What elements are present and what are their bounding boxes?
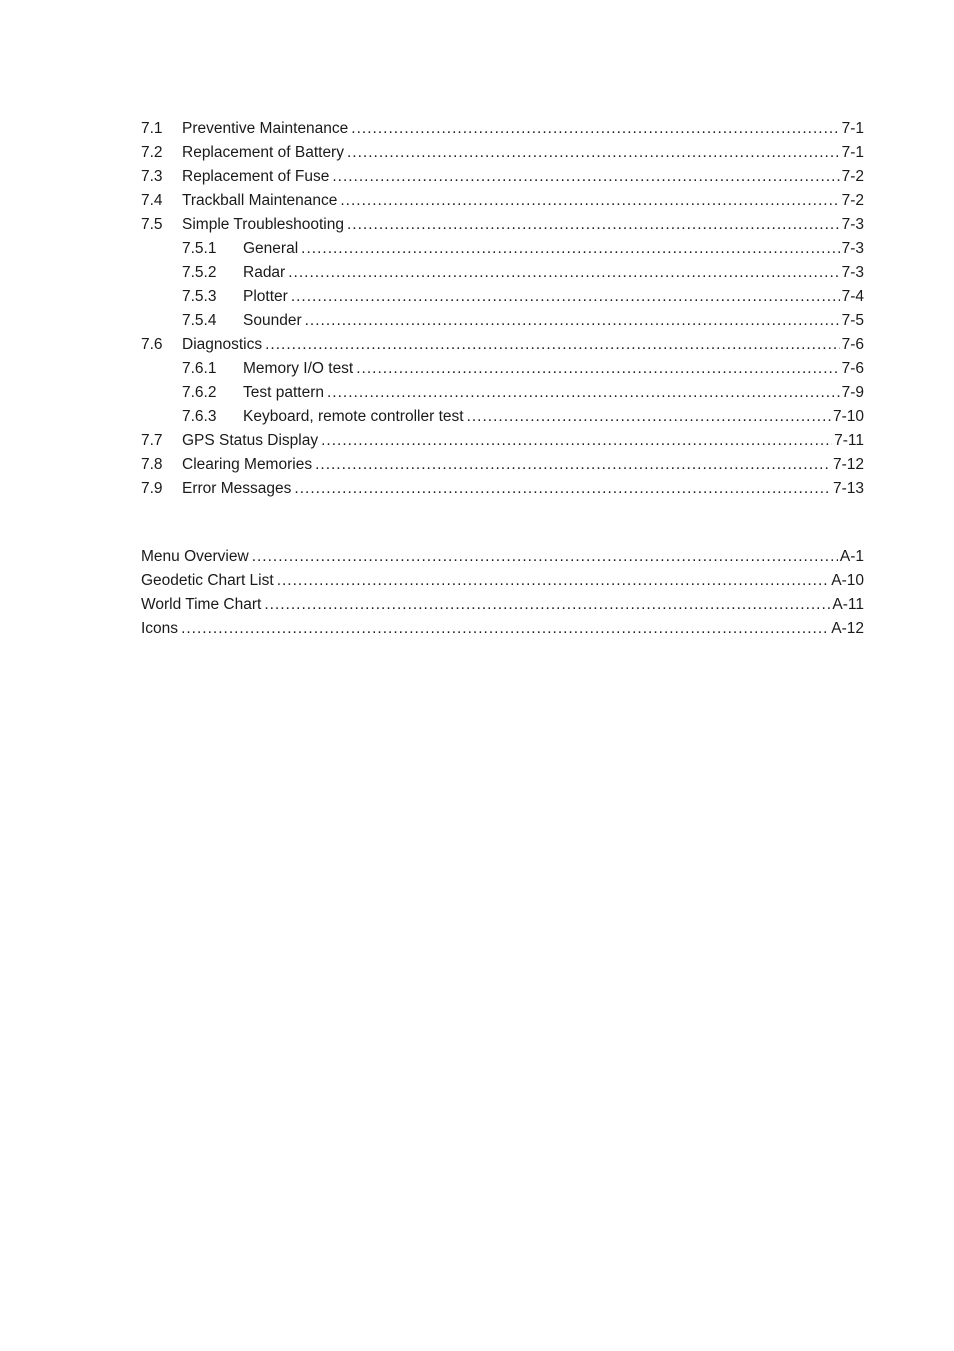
toc-entry-number: 7.4 [141,192,163,209]
toc-entry-number: 7.2 [141,144,163,161]
toc-entry [141,545,864,569]
toc-entry-page: A-11 [832,596,864,613]
dot-leader [301,237,839,261]
toc-entry-number: 7.8 [141,456,163,473]
toc-entry [141,453,864,477]
toc-entry [141,593,864,617]
toc-entry-title: Clearing Memories [182,456,313,473]
toc-entry-title: Simple Troubleshooting [182,216,344,233]
dot-leader [315,453,831,477]
toc-entry-number: 7.6 [141,336,163,353]
toc-entry-page: 7-4 [841,288,864,305]
toc-entry-page: A-10 [831,572,864,589]
dot-leader [327,381,840,405]
toc-entry [141,357,864,381]
toc-entry-page: 7-3 [841,216,864,233]
toc-entry [141,429,864,453]
dot-leader [294,477,831,501]
toc-entry-number: 7.3 [141,168,163,185]
toc-entry-page: 7-11 [834,432,864,449]
toc-entry-title: Error Messages [182,480,292,497]
toc-entry [141,117,864,141]
toc-entry-number: 7.7 [141,432,163,449]
toc-entry-title: Menu Overview [141,548,249,565]
toc-entry-page: 7-3 [841,240,864,257]
toc-entry-title: Preventive Maintenance [182,120,349,137]
dot-leader [321,429,832,453]
toc-entry-title: Sounder [243,312,302,329]
dot-leader [291,285,840,309]
toc-entry-number: 7.6.3 [182,408,217,425]
toc-entry-title: General [243,240,299,257]
dot-leader [277,569,830,593]
dot-leader [181,617,829,641]
toc-entry-title: Diagnostics [182,336,263,353]
toc-entry-title: Geodetic Chart List [141,572,274,589]
dot-leader [347,141,840,165]
toc-entry-page: 7-9 [841,384,864,401]
toc-entry-number: 7.9 [141,480,163,497]
toc-entry-page: 7-2 [841,168,864,185]
toc-entry-number: 7.6.2 [182,384,217,401]
dot-leader [356,357,839,381]
toc-entry [141,165,864,189]
toc-entry-number: 7.5.1 [182,240,217,257]
toc-entry-page: 7-10 [832,408,864,425]
dot-leader [347,213,840,237]
toc-entry [141,477,864,501]
toc-entry-page: 7-6 [841,360,864,377]
toc-entry-number: 7.5.2 [182,264,217,281]
toc-entry-number: 7.1 [141,120,163,137]
dot-leader [288,261,839,285]
toc-entry [141,141,864,165]
toc-entry-page: 7-2 [841,192,864,209]
toc-entry-title: Icons [141,620,179,637]
dot-leader [332,165,839,189]
toc-entry-title: World Time Chart [141,596,262,613]
toc-entry-title: Trackball Maintenance [182,192,338,209]
toc-entry [141,333,864,357]
toc-entry-page: 7-12 [832,456,864,473]
toc-entry-number: 7.5.3 [182,288,217,305]
toc-entry [141,189,864,213]
toc-entry-title: Radar [243,264,286,281]
toc-entry [141,237,864,261]
toc-entry-page: 7-1 [841,144,864,161]
dot-leader [340,189,839,213]
dot-leader [351,117,839,141]
toc-entry-page: 7-3 [841,264,864,281]
toc-entry-number: 7.6.1 [182,360,217,377]
toc-entry-page: A-1 [839,548,864,565]
toc-entry-number: 7.5 [141,216,163,233]
toc-entry-page: 7-13 [832,480,864,497]
toc-entry [141,381,864,405]
toc-entry [141,285,864,309]
toc-entry-title: Replacement of Fuse [182,168,330,185]
table-of-contents-chapter-7 [141,117,864,501]
table-of-contents-appendix [141,545,864,641]
toc-entry [141,405,864,429]
toc-entry-number: 7.5.4 [182,312,217,329]
toc-entry [141,213,864,237]
toc-entry [141,261,864,285]
toc-entry-page: 7-1 [841,120,864,137]
toc-entry-title: Memory I/O test [243,360,354,377]
toc-entry [141,569,864,593]
toc-entry-title: Test pattern [243,384,324,401]
toc-entry-title: Replacement of Battery [182,144,344,161]
toc-entry [141,309,864,333]
toc-entry-title: Keyboard, remote controller test [243,408,464,425]
toc-entry-title: Plotter [243,288,288,305]
toc-entry-page: 7-5 [841,312,864,329]
toc-entry-title: GPS Status Display [182,432,319,449]
dot-leader [265,333,839,357]
dot-leader [467,405,831,429]
dot-leader [252,545,838,569]
dot-leader [264,593,830,617]
toc-entry-page: A-12 [831,620,864,637]
dot-leader [305,309,840,333]
toc-entry-page: 7-6 [841,336,864,353]
toc-entry [141,617,864,641]
